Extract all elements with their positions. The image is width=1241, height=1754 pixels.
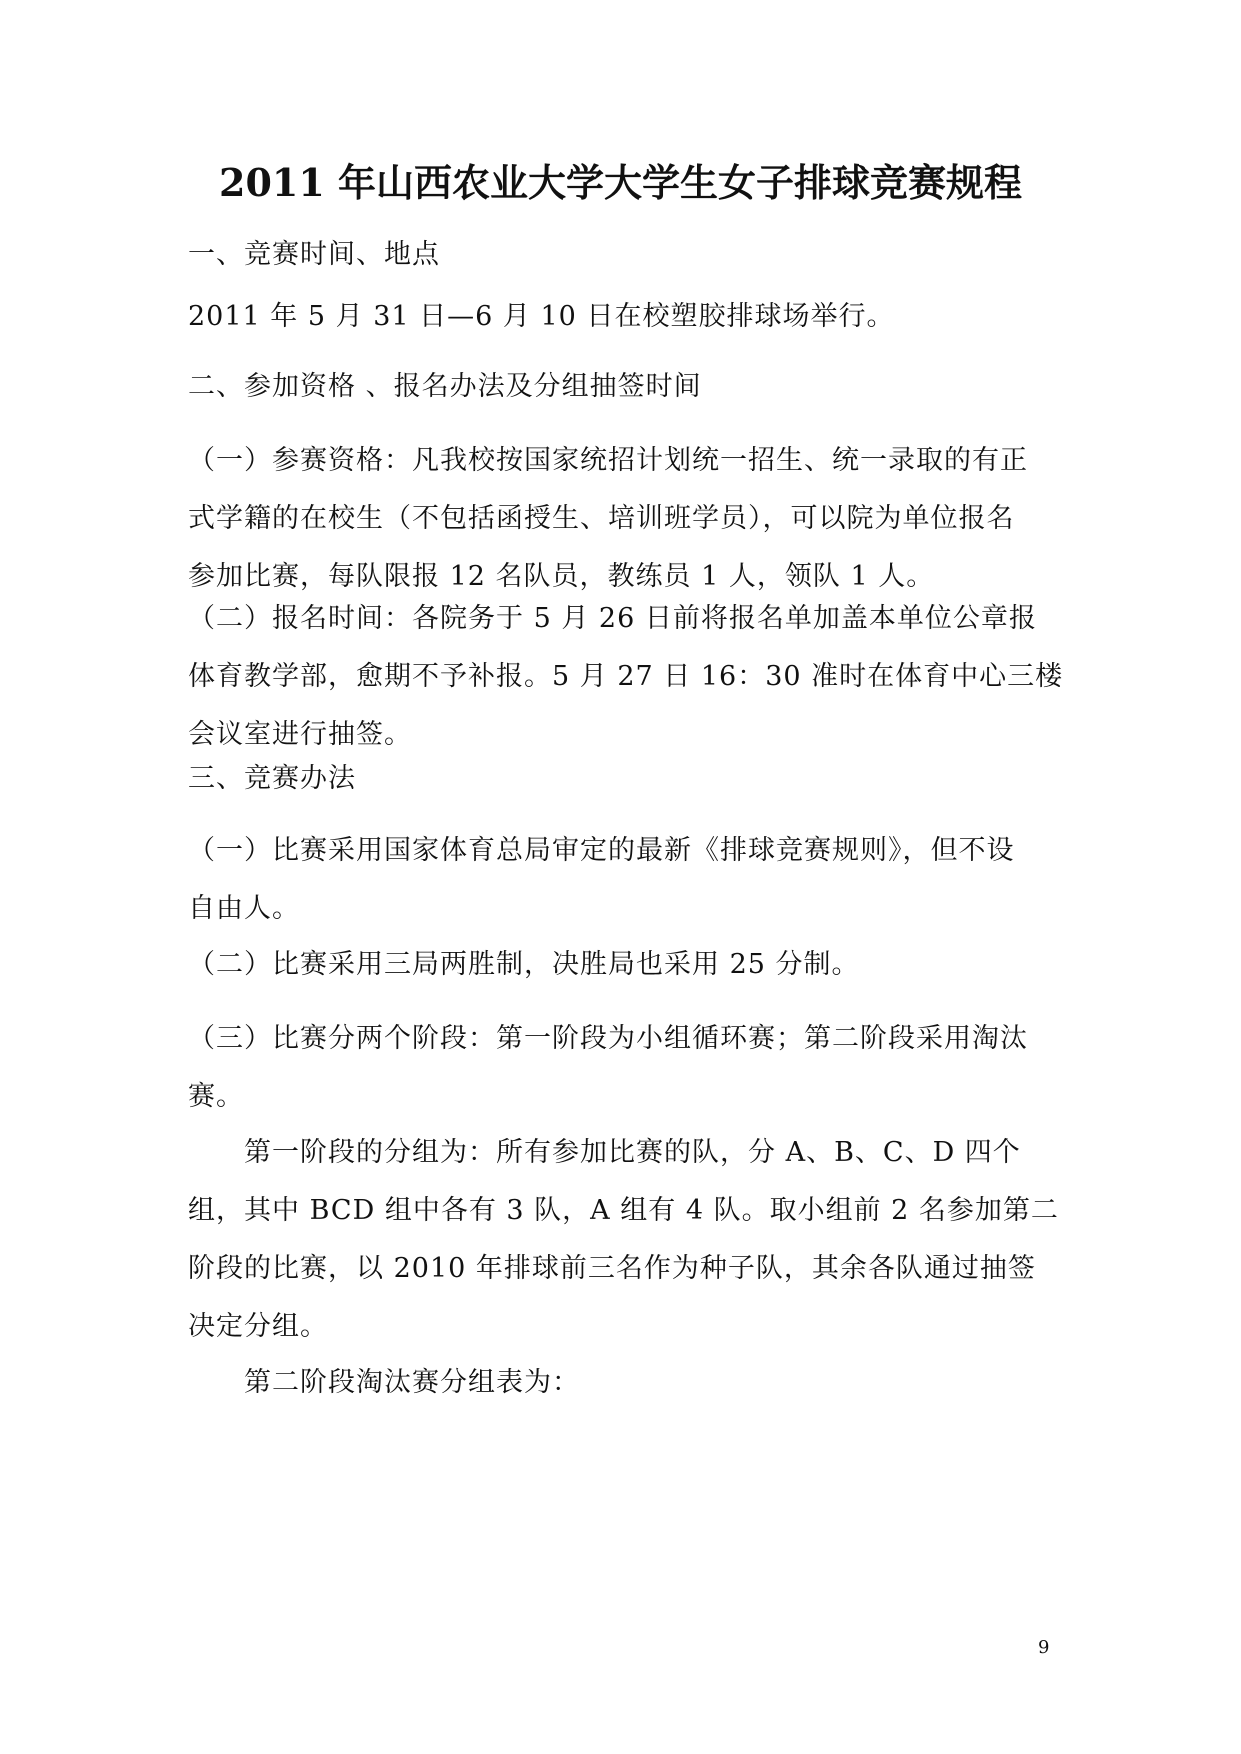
paragraph-line: 式学籍的在校生（不包括函授生、培训班学员），可以院为单位报名 [188, 503, 1015, 534]
paragraph-line: （一）比赛采用国家体育总局审定的最新《排球竞赛规则》，但不设 [188, 835, 1015, 866]
section-heading: 一、竞赛时间、地点 [188, 239, 440, 270]
document-title: 2011 年山西农业大学大学生女子排球竞赛规程 [219, 160, 1022, 205]
paragraph-line: 阶段的比赛，以 2010 年排球前三名作为种子队，其余各队通过抽签 [188, 1253, 1036, 1284]
paragraph-line: （二）比赛采用三局两胜制，决胜局也采用 25 分制。 [188, 949, 860, 980]
section3-item3 [188, 1010, 1058, 1126]
paragraph-line: 第一阶段的分组为：所有参加比赛的队，分 A、B、C、D 四个 [244, 1137, 1021, 1168]
section3-heading [188, 750, 1058, 808]
paragraph-line: （二）报名时间：各院务于 5 月 26 日前将报名单加盖本单位公章报 [188, 603, 1037, 634]
paragraph-line: 参加比赛，每队限报 12 名队员，教练员 1 人，领队 1 人。 [188, 561, 935, 592]
section2-item1 [188, 432, 1058, 606]
paragraph-line: （一）参赛资格：凡我校按国家统招计划统一招生、统一录取的有正 [188, 445, 1028, 476]
section3-item1 [188, 822, 1058, 938]
paragraph-line: 2011 年 5 月 31 日—6 月 10 日在校塑胶排球场举行。 [188, 301, 895, 332]
page-number: 9 [1038, 1637, 1050, 1658]
section2-heading [188, 358, 1058, 416]
paragraph-line: 决定分组。 [188, 1311, 328, 1342]
paragraph-line: （三）比赛分两个阶段：第一阶段为小组循环赛；第二阶段采用淘汰 [188, 1023, 1028, 1054]
paragraph-line: 自由人。 [188, 893, 300, 924]
section1-body [188, 288, 1058, 346]
paragraph-line: 体育教学部，愈期不予补报。5 月 27 日 16：30 准时在体育中心三楼 [188, 661, 1064, 692]
stage2-description [188, 1354, 1058, 1412]
paragraph-line: 第二阶段淘汰赛分组表为： [244, 1367, 580, 1398]
section3-item2 [188, 936, 1058, 994]
stage1-description [188, 1124, 1058, 1356]
paragraph-line: 赛。 [188, 1081, 244, 1112]
paragraph-line: 组，其中 BCD 组中各有 3 队，A 组有 4 队。取小组前 2 名参加第二 [188, 1195, 1059, 1226]
section-heading: 二、参加资格 、报名办法及分组抽签时间 [188, 371, 702, 402]
section-heading: 三、竞赛办法 [188, 763, 356, 794]
paragraph-line: 会议室进行抽签。 [188, 719, 412, 750]
section2-item2 [188, 590, 1064, 764]
section1-heading [188, 226, 1058, 284]
